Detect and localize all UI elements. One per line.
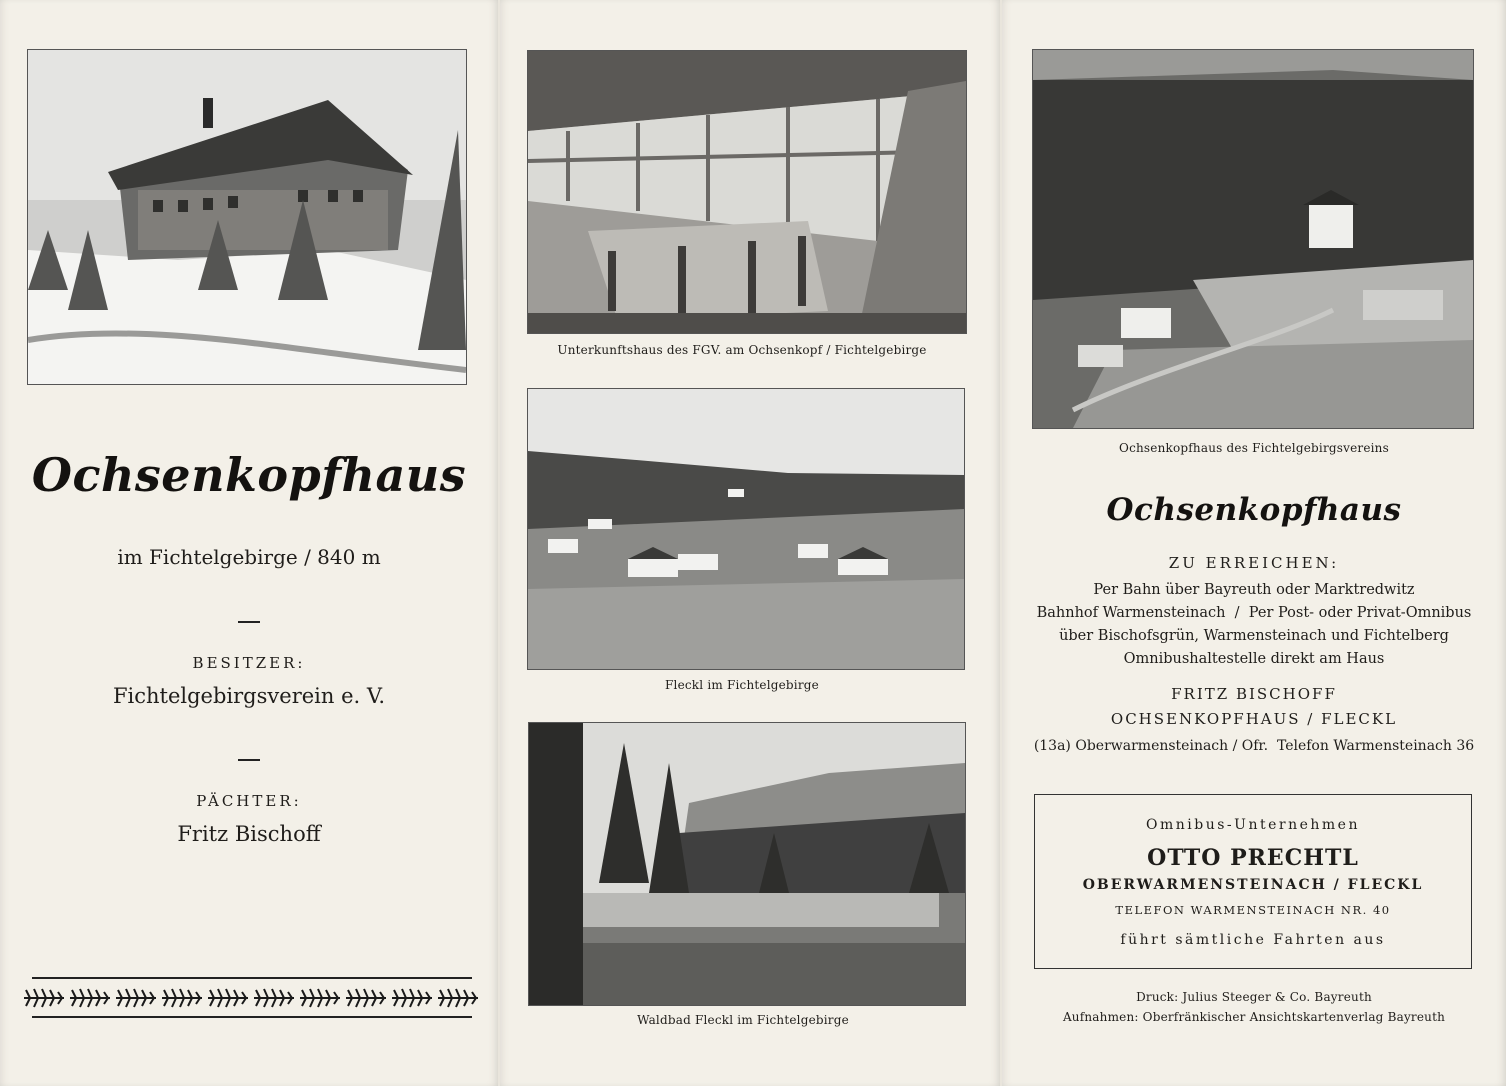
tenant-label: PÄCHTER:: [196, 792, 302, 810]
photo-caption: Fleckl im Fichtelgebirge: [665, 678, 819, 692]
contact-address: (13a) Oberwarmensteinach / Ofr. Telefon Warmensteinach 36: [1033, 738, 1475, 754]
owner-label: BESITZER:: [192, 654, 306, 672]
tenant-name: Fritz Bischoff: [177, 822, 321, 846]
left-title: Ochsenkopfhaus: [31, 448, 467, 502]
photo-credit: Aufnahmen: Oberfränkischer Ansichtskartenverlag Bayreuth: [1062, 1010, 1446, 1024]
bus-heading: Omnibus-Unternehmen: [1146, 817, 1360, 833]
contact-place: OCHSENKOPFHAUS / FLECKL: [1110, 710, 1398, 728]
owner-name: Fichtelgebirgsverein e. V.: [112, 684, 386, 708]
bus-company-name: OTTO PRECHTL: [1147, 845, 1359, 871]
photo-caption: Waldbad Fleckl im Fichtelgebirge: [637, 1013, 849, 1027]
photo-caption: Ochsenkopfhaus des Fichtelgebirgsvereins: [1119, 441, 1389, 455]
left-subtitle: im Fichtelgebirge / 840 m: [117, 545, 381, 569]
right-title: Ochsenkopfhaus: [1106, 492, 1402, 528]
bus-company-place: OBERWARMENSTEINACH / FLECKL: [1082, 877, 1424, 893]
village-photo: [527, 388, 965, 670]
dining-room-photo: [527, 50, 967, 334]
reach-line: Omnibushaltestelle direkt am Haus: [1123, 651, 1385, 667]
divider-dash: [0, 608, 498, 627]
bus-company-phone: TELEFON WARMENSTEINACH NR. 40: [1115, 903, 1391, 917]
valley-house-photo: [1032, 49, 1474, 429]
contact-name: FRITZ BISCHOFF: [1171, 685, 1337, 703]
bus-service: führt sämtliche Fahrten aus: [1120, 932, 1386, 948]
print-credit: Druck: Julius Steeger & Co. Bayreuth: [1136, 990, 1372, 1004]
pine-ornament-icon: [22, 986, 482, 1010]
photo-caption: Unterkunftshaus des FGV. am Ochsenkopf / Fichtelgebirge: [557, 343, 927, 357]
left-panel: [0, 0, 498, 1086]
reach-line: Per Bahn über Bayreuth oder Marktredwitz: [1093, 582, 1415, 598]
ornament-border: [22, 986, 482, 1010]
forest-pool-photo: [528, 722, 966, 1006]
bus-company-box: [1034, 794, 1472, 969]
winter-house-photo: [27, 49, 467, 385]
reach-line: Bahnhof Warmensteinach / Per Post- oder Privat-Omnibus: [1036, 605, 1472, 621]
divider-dash: [0, 746, 498, 765]
ornament-bottom-rule: [32, 1016, 472, 1018]
reach-heading: ZU ERREICHEN:: [1168, 554, 1340, 572]
middle-panel: [500, 0, 1000, 1086]
ornament-top-rule: [32, 977, 472, 979]
reach-line: über Bischofsgrün, Warmensteinach und Fichtelberg: [1059, 628, 1449, 644]
